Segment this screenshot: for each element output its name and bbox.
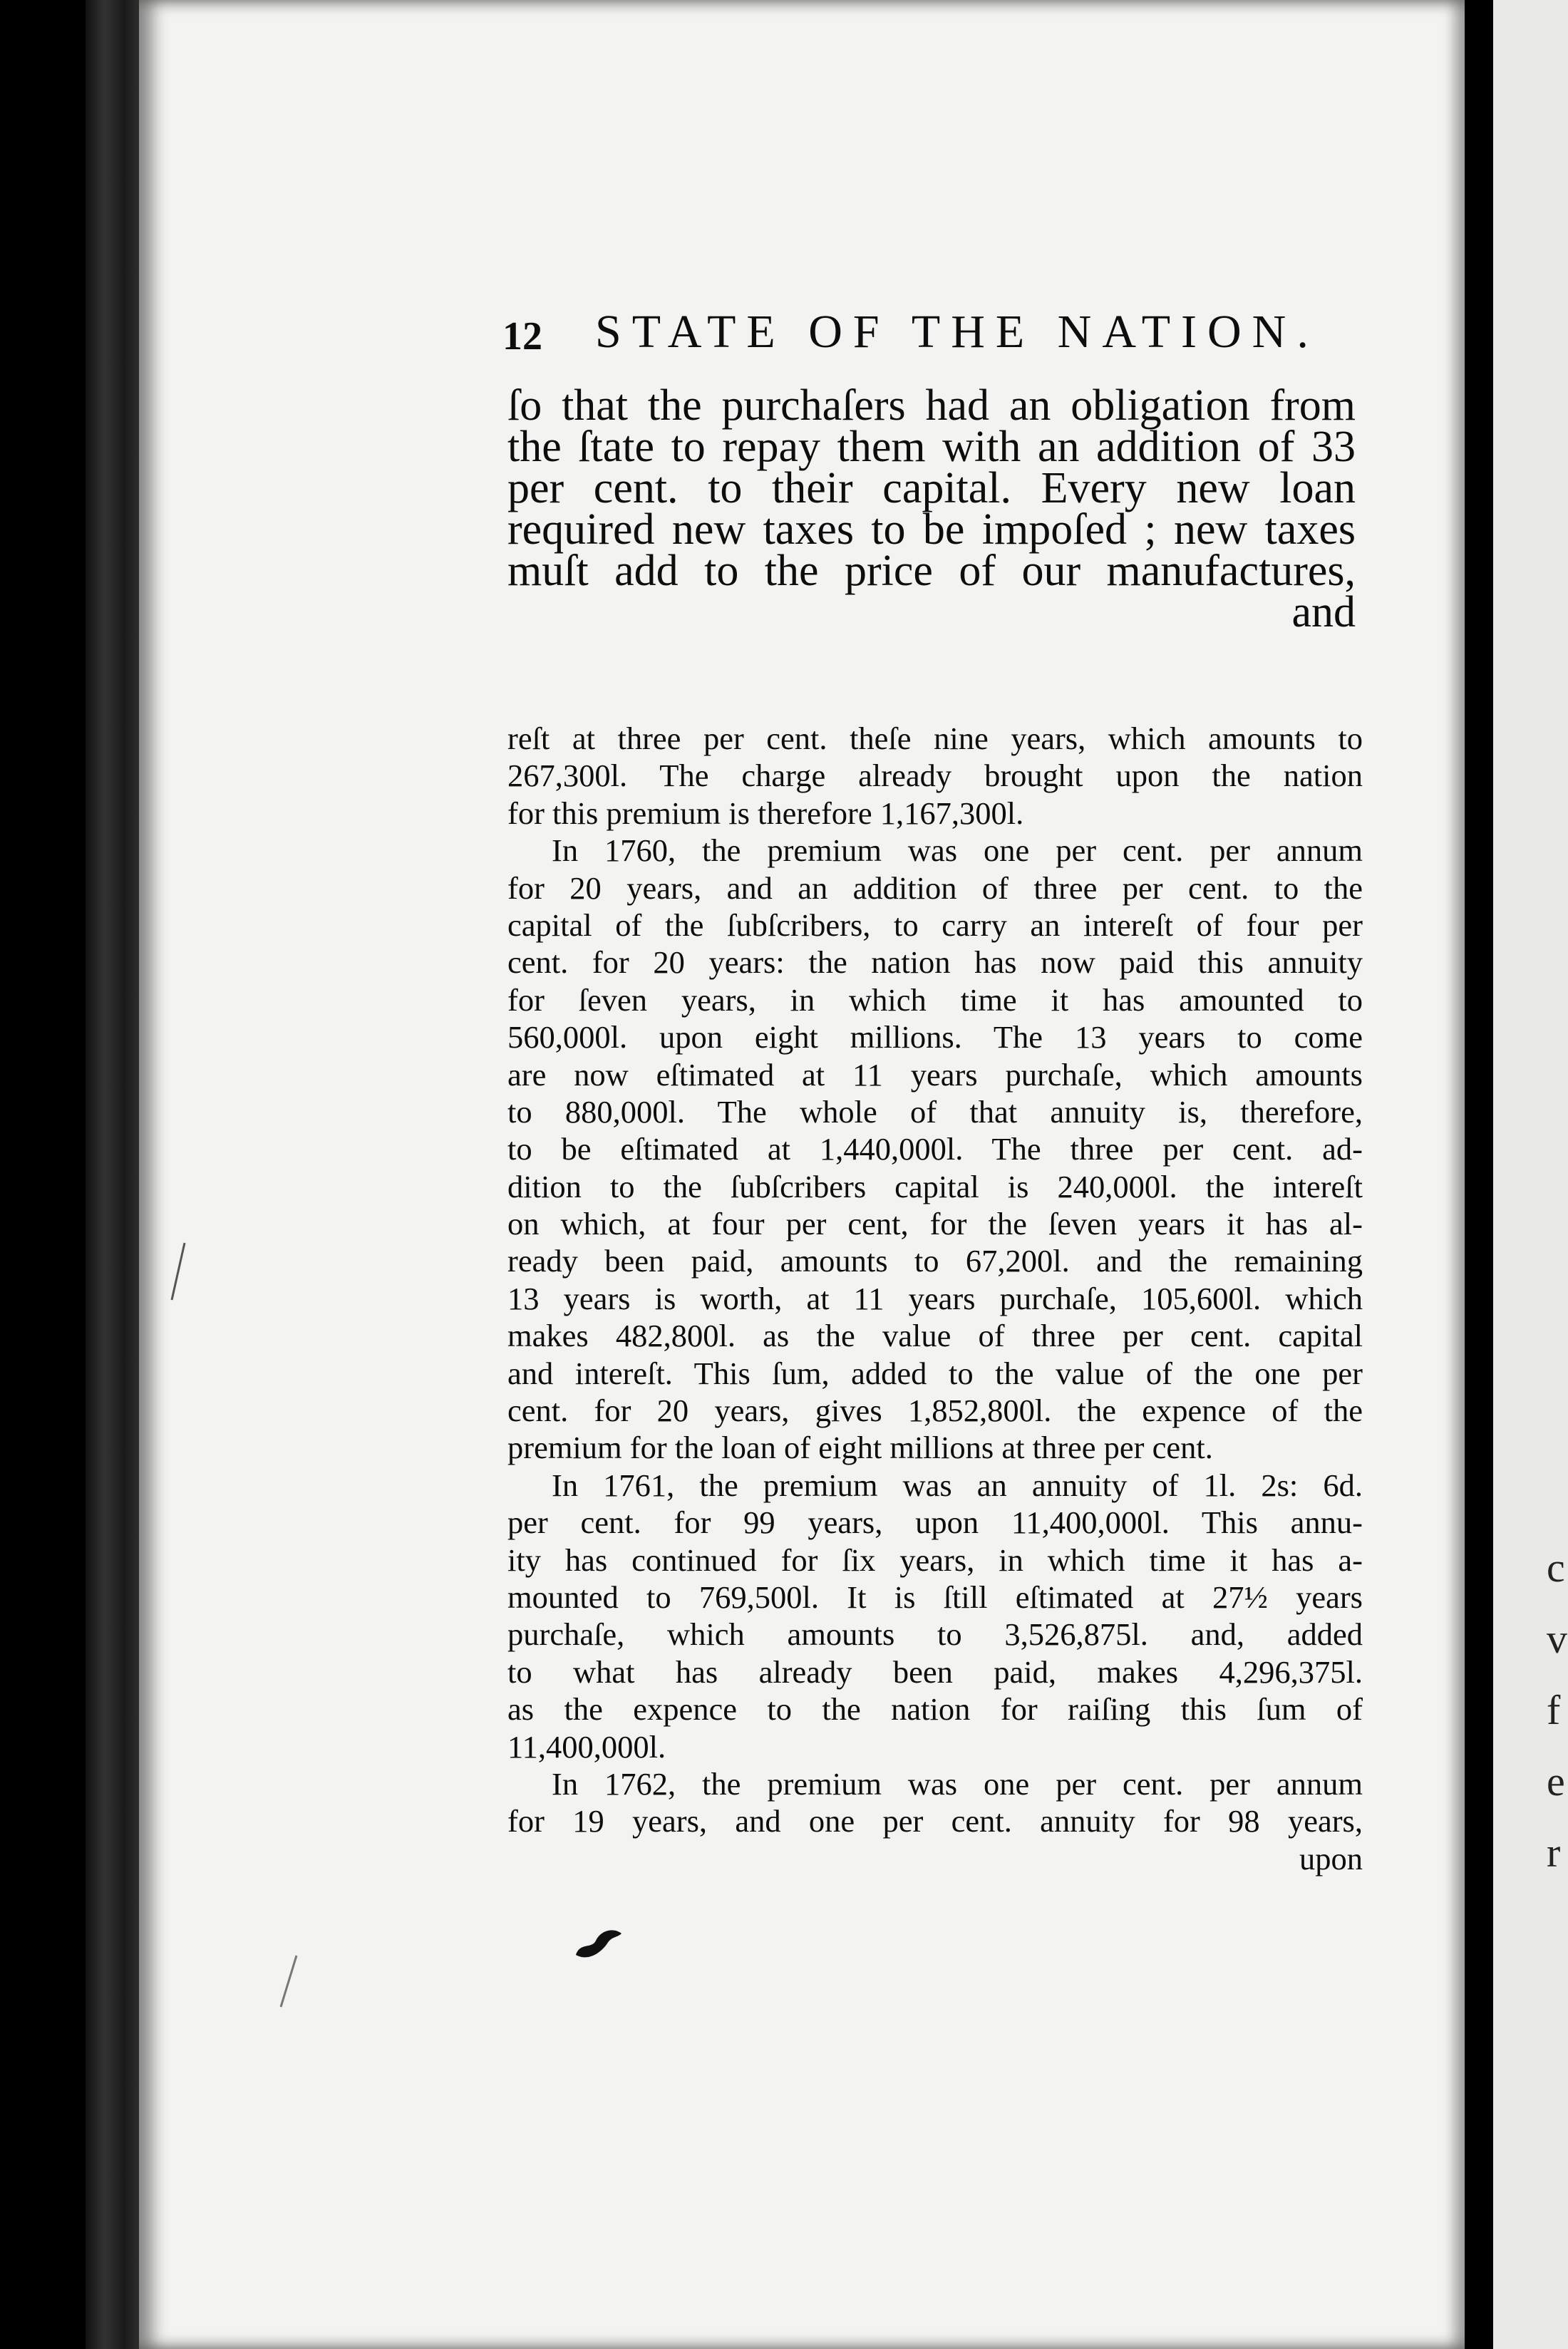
- edge-letter: r: [1547, 1829, 1561, 1876]
- text-line: ity has continued for ſix years, in which time it has a-: [507, 1542, 1363, 1578]
- page-number: 12: [502, 314, 542, 358]
- text-line: to what has already been paid, makes 4,296,375l.: [507, 1653, 1363, 1690]
- text-line: cent. for 20 years: the nation has now paid this annuity: [507, 944, 1363, 981]
- text-line: required new taxes to be impoſed ; new taxes: [507, 505, 1356, 554]
- text-line: premium for the loan of eight millions at three per cent.: [507, 1430, 1213, 1466]
- text-line: for ſeven years, in which time it has amounted to: [507, 981, 1363, 1018]
- text-line: 560,000l. upon eight millions. The 13 years to come: [507, 1019, 1363, 1055]
- edge-letter: v: [1547, 1616, 1567, 1662]
- pen-stroke-mark: [278, 1953, 299, 2010]
- catchword: upon: [1299, 1840, 1363, 1876]
- text-line: for this premium is therefore 1,167,300l.: [507, 795, 1024, 831]
- facing-page-edge: [1493, 0, 1568, 2349]
- paragraph-start-line: In 1762, the premium was one per cent. per annum: [552, 1765, 1363, 1802]
- running-head: [502, 305, 1319, 369]
- text-line: 267,300l. The charge already brought upon the nation: [507, 758, 1363, 794]
- text-line: dition to the ſubſcribers capital is 240,000l. the intereſt: [507, 1168, 1363, 1204]
- text-line: per cent. for 99 years, upon 11,400,000l. This annu-: [507, 1504, 1363, 1541]
- upper-text-block: [507, 381, 1356, 636]
- text-line: and intereſt. This ſum, added to the value of the one per: [507, 1355, 1363, 1391]
- text-line: makes 482,800l. as the value of three per cent. capital: [507, 1318, 1363, 1354]
- edge-letter: c: [1547, 1544, 1565, 1591]
- paragraph-start-line: In 1760, the premium was one per cent. per annum: [552, 832, 1363, 869]
- text-line: mounted to 769,500l. It is ſtill eſtimated at 27½ years: [507, 1579, 1363, 1615]
- text-line: for 19 years, and one per cent. annuity for 98 years,: [507, 1803, 1363, 1839]
- facing-page-edge-letters: [1547, 1532, 1568, 1889]
- ink-blot-mark: [570, 1921, 627, 1963]
- text-line: 13 years is worth, at 11 years purchaſe, 105,600l. which: [507, 1280, 1363, 1316]
- text-line: purchaſe, which amounts to 3,526,875l. and, added: [507, 1616, 1363, 1653]
- paragraph-start-line: In 1761, the premium was an annuity of 1l. 2s: 6d.: [552, 1467, 1363, 1503]
- text-line: muſt add to the price of our manufactures,: [507, 547, 1356, 595]
- text-line: capital of the ſubſcribers, to carry an intereſt of four per: [507, 907, 1363, 943]
- text-line: for 20 years, and an addition of three per cent. to the: [507, 869, 1363, 906]
- text-line: the ſtate to repay them with an addition of 33: [507, 423, 1356, 471]
- edge-letter: f: [1547, 1687, 1561, 1733]
- text-line: on which, at four per cent, for the ſeven years it has al-: [507, 1206, 1363, 1242]
- running-title: STATE OF THE NATION.: [595, 306, 1319, 358]
- text-line: as the expence to the nation for raiſing this ſum of: [507, 1691, 1363, 1728]
- text-line: cent. for 20 years, gives 1,852,800l. the expence of the: [507, 1393, 1363, 1429]
- text-line: to 880,000l. The whole of that annuity is, therefore,: [507, 1093, 1363, 1130]
- catchword: and: [1291, 588, 1356, 636]
- lower-text-block: [507, 720, 1363, 1877]
- text-line: are now eſtimated at 11 years purchaſe, which amounts: [507, 1056, 1363, 1093]
- text-line: 11,400,000l.: [507, 1728, 666, 1765]
- pen-stroke-mark: [167, 1240, 189, 1304]
- text-line: ready been paid, amounts to 67,200l. and the remaining: [507, 1243, 1363, 1279]
- edge-letter: e: [1547, 1758, 1565, 1805]
- text-line: ſo that the purchaſers had an obligation from: [507, 381, 1356, 430]
- text-line: reſt at three per cent. theſe nine years, which amounts to: [507, 721, 1363, 756]
- text-line: to be eſtimated at 1,440,000l. The three per cent. ad-: [507, 1131, 1363, 1167]
- text-line: per cent. to their capital. Every new loan: [507, 464, 1356, 512]
